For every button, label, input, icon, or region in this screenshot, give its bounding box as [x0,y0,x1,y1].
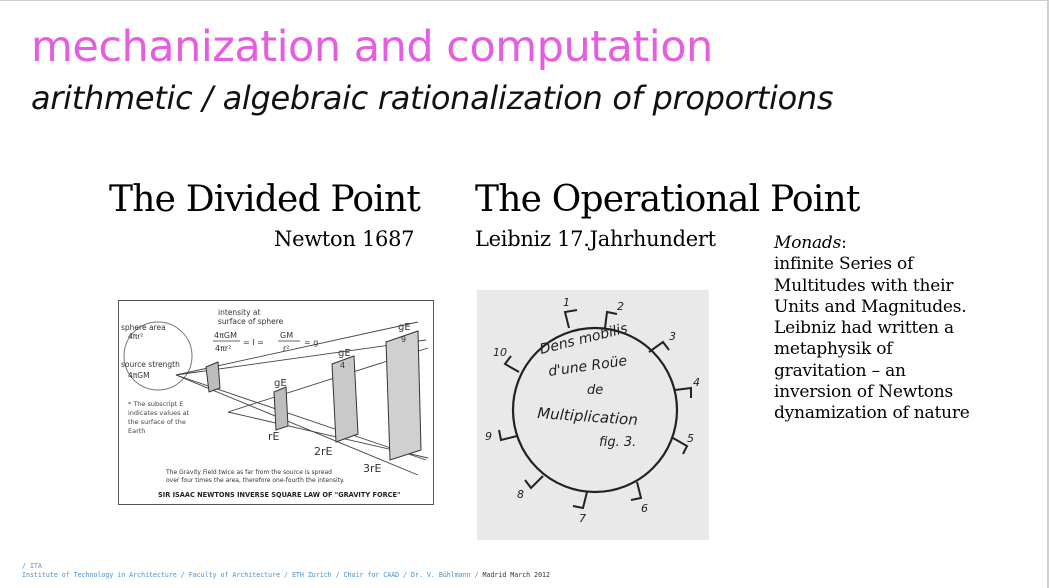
r-e-label: rE [268,430,280,443]
g-e-label: gE [274,378,287,389]
equation-den-right: r² [283,344,290,353]
slide-title: mechanization and computation [31,22,713,72]
tooth-number: 7 [579,512,586,525]
tooth-number: 1 [563,296,570,309]
monads-text-block [774,233,974,425]
equation-num-left: 4πGM [214,331,238,340]
divided-point-heading: The Divided Point [109,179,421,220]
monads-colon: : [841,233,847,253]
inscription-line-5: fig. 3. [599,435,637,450]
newton-attribution: Newton 1687 [274,227,415,251]
leibniz-attribution: Leibniz 17.Jahrhundert [475,227,716,251]
note-line-3: the surface of the [128,418,186,426]
g-e9-label: gE [398,322,411,333]
footer-institution: Institute of Technology in Architecture / Faculty of Architecture / ETH Zurich / Chair for CAAD / Dr. V. Bühlmann / [22,571,483,579]
tooth-number: 6 [641,502,648,515]
source-strength-value: 4πGM [128,371,150,380]
monads-description: infinite Series of Multitudes with their Units and Magnitudes. Leibniz had written a metaphysik of gravitation – an inversion of Newtons dynamization of nature [774,254,970,424]
two-r-e-label: 2rE [314,445,333,458]
inverse-square-law-diagram [118,300,434,505]
tooth-number: 4 [693,376,700,389]
operational-point-heading: The Operational Point [475,179,860,220]
intensity-label-2: surface of sphere [218,317,284,326]
caption-line-2: over four times the area, therefore one-fourth the intensity. [166,477,345,484]
caption-line-1: The Gravity Field twice as far from the source is spread [166,469,332,476]
equation-mid: = I = [243,338,264,347]
footer-credits [22,571,550,580]
equation-tail: = g [304,338,319,347]
slide-footer [22,562,550,580]
tooth-number: 8 [517,488,524,501]
tooth-number: 2 [617,300,624,313]
inscription-line-1: Dens mobilis [538,320,630,358]
inscription-line-2: d'une Roüe [547,353,629,380]
note-line-4: Earth [128,427,146,435]
note-line-1: * The subscript E [128,400,184,408]
tooth-number: 9 [485,430,492,443]
source-strength-label: source strength [121,360,180,369]
inverse-square-law-figure [118,300,434,505]
monads-term: Monads [774,233,842,253]
footer-date: Madrid March 2012 [482,571,550,579]
footer-ita: / ITA [22,562,42,570]
equation-num-right: GM [280,331,294,340]
three-r-e-label: 3rE [363,462,382,475]
slide-top-border [0,0,1049,1]
note-line-2: indicates values at [128,409,190,417]
sphere-area-label: sphere area [121,323,166,332]
tooth-number: 3 [669,330,676,343]
g-e4-den: 4 [340,361,346,370]
multiplication-wheel-figure [477,290,709,540]
multiplication-wheel-drawing [477,290,709,540]
intensity-label-1: intensity at [218,308,261,317]
sphere-area-value: 4πr² [128,332,144,341]
slide-subtitle: arithmetic / algebraic rationalization of proportions [31,79,834,117]
equation-den-left: 4πr² [215,344,232,353]
tooth-number: 10 [493,346,507,359]
caption-line-3: SIR ISAAC NEWTONS INVERSE SQUARE LAW OF "GRAVITY FORCE" [158,491,401,499]
inscription-line-3: de [587,383,604,398]
tooth-number: 5 [687,432,694,445]
inscription-line-4: Multiplication [536,404,639,430]
g-e9-den: 9 [401,335,407,344]
g-e4-label: gE [338,348,351,359]
